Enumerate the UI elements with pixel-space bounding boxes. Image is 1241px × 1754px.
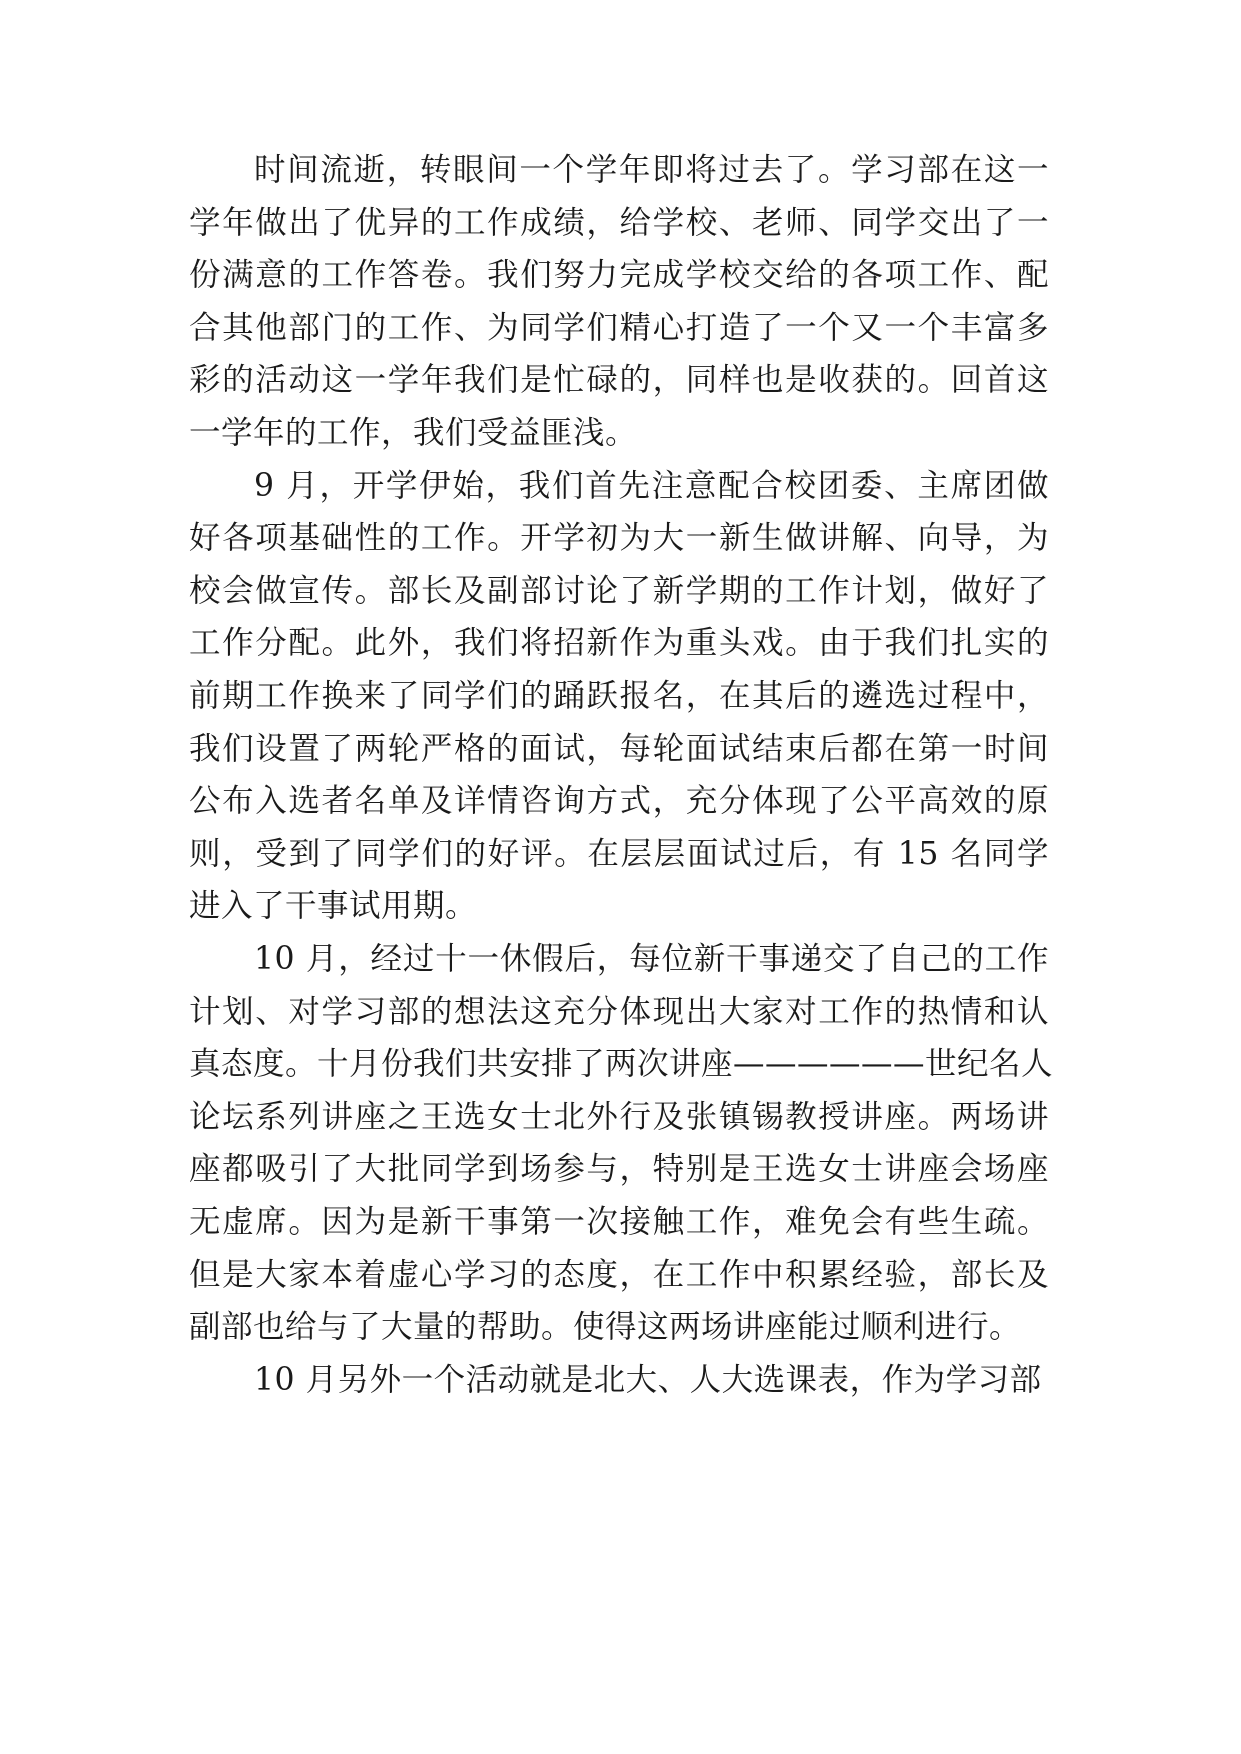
text-line: 10 月另外一个活动就是北大、人大选课表，作为学习部 (254, 1361, 1042, 1398)
text-line: 论坛系列讲座之王选女士北外行及张镇锡教授讲座。两场讲 (189, 1098, 1049, 1135)
text-line: 无虚席。因为是新干事第一次接触工作，难免会有些生疏。 (189, 1204, 1049, 1240)
text-line: 校会做宣传。部长及副部讨论了新学期的工作计划，做好了 (189, 572, 1049, 609)
text-line: 时间流逝，转眼间一个学年即将过去了。学习部在这一 (254, 152, 1049, 188)
text-line: 真态度。十月份我们共安排了两次讲座——————世纪名人 (189, 1046, 1054, 1083)
text-line: 好各项基础性的工作。开学初为大一新生做讲解、向导，为 (189, 520, 1049, 557)
text-line: 10 月，经过十一休假后，每位新干事递交了自己的工作 (254, 941, 1049, 977)
text-line: 座都吸引了大批同学到场参与，特别是王选女士讲座会场座 (189, 1151, 1049, 1188)
text-line: 副部也给与了大量的帮助。使得这两场讲座能过顺利进行。 (189, 1309, 1022, 1346)
text-line: 计划、对学习部的想法这充分体现出大家对工作的热情和认 (189, 993, 1049, 1030)
text-line: 则，受到了同学们的好评。在层层面试过后，有 15 名同学 (189, 835, 1049, 872)
text-line: 学年做出了优异的工作成绩，给学校、老师、同学交出了一 (189, 204, 1049, 241)
text-line: 一学年的工作，我们受益匪浅。 (189, 415, 638, 451)
text-line: 份满意的工作答卷。我们努力完成学校交给的各项工作、配 (189, 257, 1049, 294)
text-line: 合其他部门的工作、为同学们精心打造了一个又一个丰富多 (189, 309, 1049, 346)
text-line: 前期工作换来了同学们的踊跃报名，在其后的遴选过程中， (189, 678, 1049, 714)
text-line: 9 月，开学伊始，我们首先注意配合校团委、主席团做 (254, 467, 1049, 504)
text-line: 进入了干事试用期。 (189, 888, 478, 925)
text-line: 但是大家本着虚心学习的态度，在工作中积累经验，部长及 (189, 1256, 1049, 1293)
text-line: 工作分配。此外，我们将招新作为重头戏。由于我们扎实的 (189, 625, 1049, 662)
text-line: 公布入选者名单及详情咨询方式，充分体现了公平高效的原 (189, 783, 1049, 820)
text-line: 我们设置了两轮严格的面试，每轮面试结束后都在第一时间 (189, 730, 1049, 767)
text-line: 彩的活动这一学年我们是忙碌的，同样也是收获的。回首这 (189, 362, 1049, 399)
